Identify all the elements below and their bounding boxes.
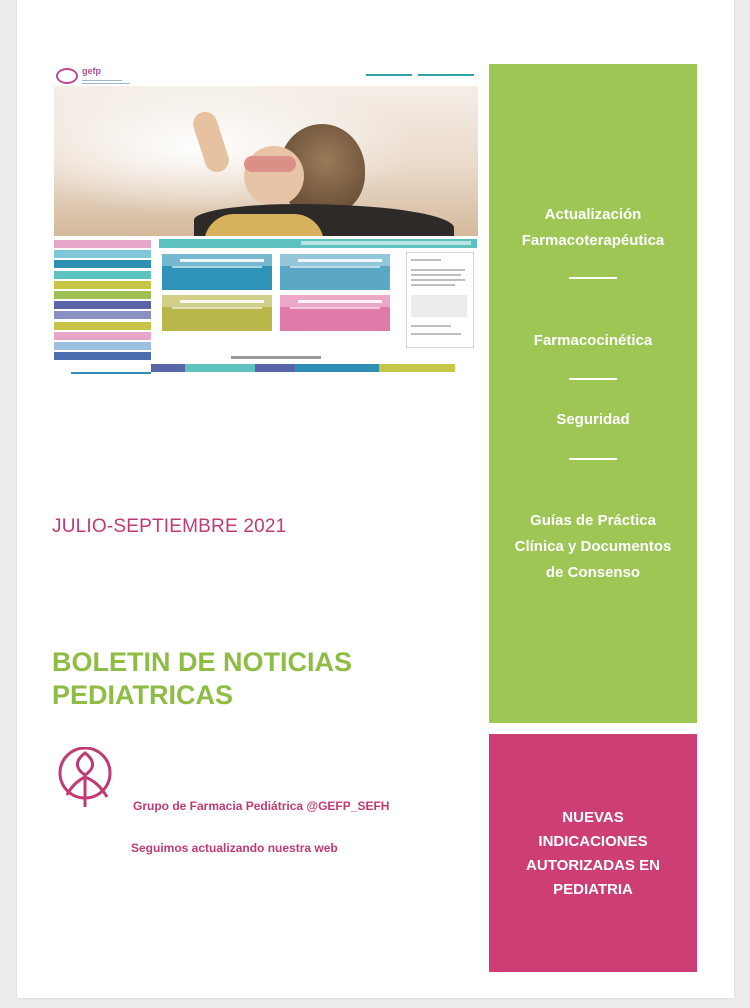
section-guias: Guías de Práctica Clínica y Documentos de Consenso [514,512,672,581]
hero-image-child [54,86,478,236]
new-indications-panel [489,734,697,972]
gefp-web-logo [56,67,146,87]
web-update-note: Seguimos actualizando nuestra web [131,841,338,855]
links-strip [71,364,455,372]
section-divider [569,458,617,460]
section-divider [569,378,617,380]
web-logo-text: gefp [82,66,101,76]
web-tile [280,254,390,290]
web-tile [162,295,272,331]
section-seguridad: Seguridad [556,411,630,428]
links-heading [231,356,321,359]
sections-panel [489,64,697,723]
twitter-feed-widget [406,252,474,348]
web-top-link [418,74,474,76]
gefp-logo-icon [55,747,123,811]
cover-page [17,0,734,998]
web-tile [280,295,390,331]
bulletin-title: BOLETIN DE NOTICIAS PEDIATRICAS [52,647,353,710]
web-tile [162,254,272,290]
web-side-menu [54,240,151,362]
section-divider [569,277,617,279]
web-banner [159,239,477,248]
bulletin-period: JULIO-SEPTIEMBRE 2021 [52,516,287,537]
website-screenshot [54,64,478,374]
section-farmacoterapeutica: Actualización Farmacoterapéutica [521,206,665,249]
section-farmacocinetica: Farmacocinética [533,332,653,349]
web-top-link [366,74,412,76]
new-indications-label: NUEVAS INDICACIONES AUTORIZADAS EN PEDIATRIA [526,809,660,898]
group-name: Grupo de Farmacia Pediátrica @GEFP_SEFH [133,799,390,813]
